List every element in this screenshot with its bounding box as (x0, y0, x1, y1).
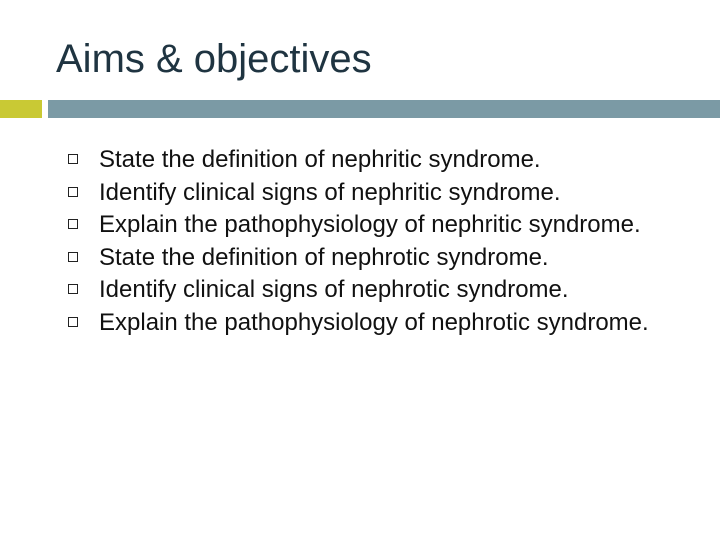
hollow-square-icon (68, 187, 78, 197)
hollow-square-icon (68, 154, 78, 164)
list-item (66, 177, 666, 210)
title-divider-bar (48, 100, 720, 118)
list-item-text: Identify clinical signs of nephrotic syndrome. (99, 276, 569, 303)
list-item (66, 242, 666, 275)
objectives-list (66, 144, 666, 339)
hollow-square-icon (68, 317, 78, 327)
slide-title: Aims & objectives (56, 37, 372, 81)
list-item-text: Identify clinical signs of nephritic syndrome. (99, 178, 561, 206)
accent-bar (0, 100, 42, 118)
list-item (66, 144, 666, 177)
hollow-square-icon (68, 252, 78, 262)
list-item-text: Explain the pathophysiology of nephrotic syndrome. (99, 308, 649, 336)
list-item-text: Explain the pathophysiology of nephritic syndrome. (99, 211, 641, 238)
list-item (66, 274, 666, 307)
list-item-text: State the definition of nephritic syndrome. (99, 146, 541, 173)
list-item (66, 307, 666, 340)
list-item (66, 209, 666, 242)
hollow-square-icon (68, 284, 78, 294)
hollow-square-icon (68, 219, 78, 229)
list-item-text: State the definition of nephrotic syndrome. (99, 243, 549, 271)
